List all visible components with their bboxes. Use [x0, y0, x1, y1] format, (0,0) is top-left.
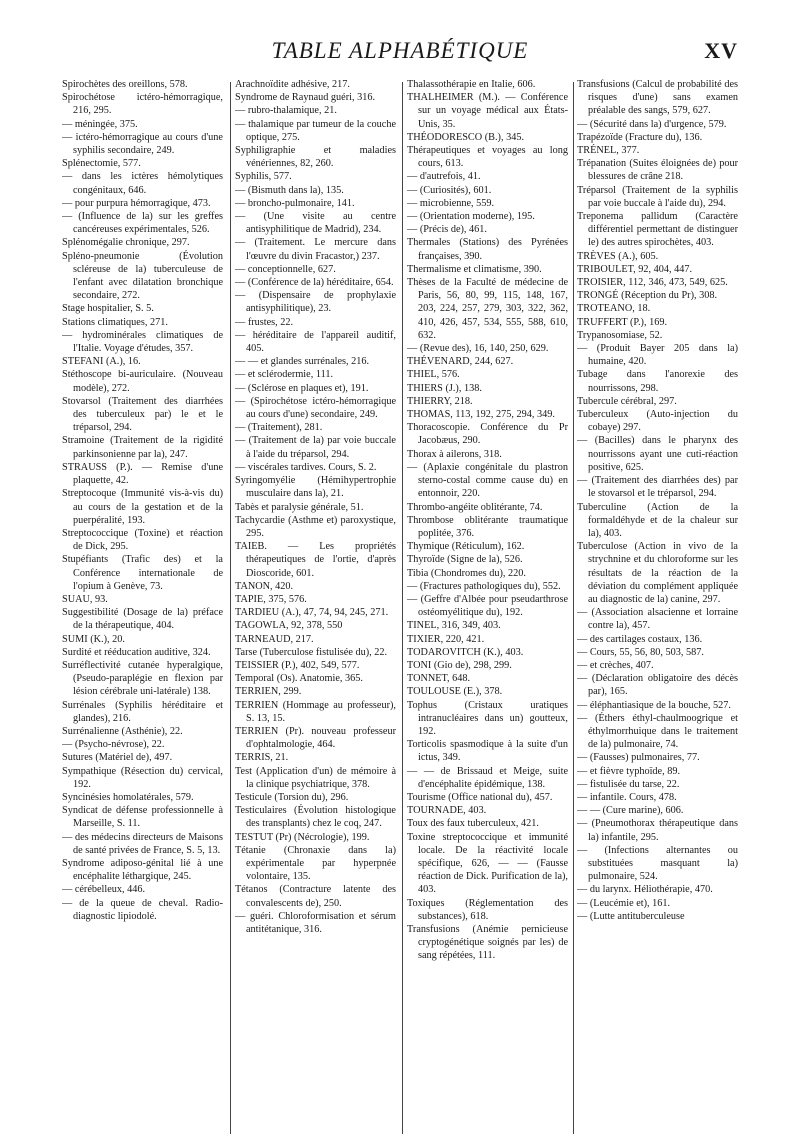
column-divider: [402, 82, 403, 1134]
index-entry: — (Leucémie et), 161.: [577, 897, 671, 909]
index-entry: TANON, 420.: [235, 580, 294, 592]
index-entry: — conceptionnelle, 627.: [235, 263, 336, 275]
index-entry: Surdité et rééducation auditive, 324.: [62, 646, 211, 658]
index-entry: Thoracoscopie. Conférence du Pr Jacobæus, 290.: [407, 422, 568, 447]
index-entry: TONNET, 648.: [407, 673, 471, 685]
index-entry: — éléphantiasique de la bouche, 527.: [577, 699, 731, 711]
index-entry: Stupéfiants (Trafic des) et la Conférence internationale de l'opium à Genève, 73.: [62, 554, 223, 592]
index-entry: Stations climatiques, 271.: [62, 316, 168, 328]
index-entry: TARNEAUD, 217.: [235, 633, 314, 645]
index-entry: — (Curiosités), 601.: [407, 184, 492, 196]
index-entry: — d'autrefois, 41.: [407, 171, 481, 183]
index-entry: Thrombose oblitérante traumatique poplitée, 376.: [407, 514, 568, 539]
index-entry: TERRIS, 21.: [235, 752, 289, 764]
index-entry: Stéthoscope bi-auriculaire. (Nouveau modèle), 272.: [62, 369, 223, 394]
index-entry: Tétanie (Chronaxie dans la) expérimentale par hyperpnée volontaire, 135.: [235, 844, 396, 883]
index-entry: — des médecins directeurs de Maisons de santé privées de France, S. 5, 13.: [62, 831, 223, 856]
index-entry: THÉVENARD, 244, 627.: [407, 356, 514, 368]
index-entry: — (Psycho-névrose), 22.: [62, 739, 165, 751]
index-entry: Tuberculose (Action in vivo de la strychnine et du chloroforme sur les résultats de la réaction de la déviation du complément appliquée au diagnostic de la) canine, 297.: [577, 541, 738, 605]
index-entry: Tachycardie (Asthme et) paroxystique, 295.: [235, 514, 396, 539]
index-entry: — (Aplaxie congénitale du plastron sterno-costal comme cause du) en entonnoir, 220.: [407, 461, 568, 500]
index-entry: Syphilis, 577.: [235, 171, 292, 183]
index-entry: Surréflectivité cutanée hyperalgique, (Pseudo-paraplégie en flexion par lésion cérébrale uni-latérale) 138.: [62, 659, 223, 698]
index-entry: Transfusions (Calcul de probabilité des risques d'une) sans examen préalable des sangs, 579, 627.: [577, 79, 738, 117]
index-entry: TAIEB. — Les propriétés thérapeutiques de l'ortie, d'après Dioscoride, 601.: [235, 541, 396, 579]
index-entry: THIERRY, 218.: [407, 395, 473, 407]
index-entry: Arachnoïdite adhésive, 217.: [235, 79, 350, 90]
page-title: TABLE ALPHABÉTIQUE: [271, 38, 529, 63]
index-entry: — microbienne, 559.: [407, 197, 495, 209]
index-entry: — (Fausses) pulmonaires, 77.: [577, 752, 700, 764]
index-entry: Trapézoïde (Fracture du), 136.: [577, 131, 703, 143]
index-entry: TARDIEU (A.), 47, 74, 94, 245, 271.: [235, 607, 389, 619]
index-entry: — (Déclaration obligatoire des décès par), 165.: [577, 673, 738, 698]
index-entry: — ictéro-hémorragique au cours d'une syphilis secondaire, 249.: [62, 131, 223, 157]
index-entry: — et crèches, 407.: [577, 659, 654, 671]
column-divider: [573, 82, 574, 1134]
index-entry: THOMAS, 113, 192, 275, 294, 349.: [407, 409, 555, 421]
index-entry: Surrénalienne (Asthénie), 22.: [62, 725, 183, 737]
index-entry: — (Association alsacienne et lorraine contre la), 457.: [577, 607, 738, 632]
index-entry: Syndrome de Raynaud guéri, 316.: [235, 92, 376, 104]
index-entry: Testicule (Torsion du), 296.: [235, 791, 349, 803]
index-entry: SUAU, 93.: [62, 593, 108, 605]
index-entry: Syndrome adiposo-génital lié à une encéphalite léthargique, 245.: [62, 857, 223, 883]
index-entry: — dans les ictères hémolytiques congénitaux, 646.: [62, 171, 223, 196]
index-entry: — (Pneumothorax thérapeutique dans la) infantile, 295.: [577, 818, 738, 843]
index-entry: — (Traitement de la) par voie buccale à l'aide du tréparsol, 294.: [235, 435, 396, 460]
index-column-3: [407, 78, 568, 1136]
index-entry: Syringomyélie (Hémihypertrophie musculaire dans la), 21.: [235, 475, 396, 500]
index-entry: Stage hospitalier, S. 5.: [62, 303, 154, 315]
index-entry: Tétanos (Contracture latente des convalescents de), 250.: [235, 884, 396, 909]
index-column-4: [577, 78, 738, 1136]
index-entry: Thalassothérapie en Italie, 606.: [407, 79, 536, 90]
index-entry: Trypanosomiase, 52.: [577, 329, 663, 341]
index-entry: — (Revue des), 16, 140, 250, 629.: [407, 343, 549, 355]
index-entry: Treponema pallidum (Caractère différentiel permettant de distinguer le) des autres spirochètes, 403.: [577, 211, 738, 249]
index-entry: — — et glandes surrénales, 216.: [235, 356, 370, 368]
index-entry: Temporal (Os). Anatomie, 365.: [235, 673, 363, 685]
index-entry: — (Geffre d'Albée pour pseudarthrose ostéomyélitique du), 192.: [407, 593, 568, 619]
page-number: XV: [704, 38, 738, 63]
index-entry: Splénectomie, 577.: [62, 158, 141, 170]
index-entry: — (Traitement des diarrhées des) par le stovarsol et le tréparsol, 294.: [577, 475, 738, 500]
index-column-2: [235, 78, 396, 1136]
index-entry: Surrénales (Syphilis héréditaire et glandes), 216.: [62, 699, 223, 724]
index-entry: — guéri. Chloroformisation et sérum antitétanique, 316.: [235, 910, 396, 935]
index-entry: STRAUSS (P.). — Remise d'une plaquette, 42.: [62, 461, 223, 487]
index-entry: Syncinésies homolatérales, 579.: [62, 791, 194, 803]
index-entry: — et fièvre typhoïde, 89.: [577, 765, 681, 777]
index-entry: — héréditaire de l'appareil auditif, 405.: [235, 329, 396, 355]
index-entry: TERRIEN (Pr). nouveau professeur d'ophtalmologie, 464.: [235, 725, 396, 751]
index-entry: — (Éthers éthyl-chaulmoogrique et éthylmorrhuique dans le traitement de la) pulmonaire, 74.: [577, 712, 738, 751]
index-entry: TRÉNEL, 377.: [577, 145, 640, 157]
index-entry: TERRIEN (Hommage au professeur), S. 13, 15.: [235, 699, 396, 724]
index-entry: Testiculaires (Évolution histologique des transplants) chez le coq, 247.: [235, 805, 396, 830]
index-entry: TIXIER, 220, 421.: [407, 633, 485, 645]
index-entry: Streptococcique (Toxine) et réaction de Dick, 295.: [62, 527, 223, 553]
index-columns: [62, 78, 738, 1136]
index-entry: — (Infections alternantes ou substituées masquant la) pulmonaire, 524.: [577, 844, 738, 883]
index-entry: — (Traitement. Le mercure dans l'œuvre du divin Fracastor,) 237.: [235, 237, 396, 262]
index-entry: TERRIEN, 299.: [235, 686, 302, 698]
index-entry: — broncho-pulmonaire, 141.: [235, 197, 355, 209]
index-column-1: [62, 78, 223, 1136]
index-entry: TRÈVES (A.), 605.: [577, 250, 659, 262]
index-entry: Thorax à ailerons, 318.: [407, 448, 502, 460]
index-entry: TEISSIER (P.), 402, 549, 577.: [235, 659, 360, 671]
index-entry: — hydrominérales climatiques de l'Italie. Voyage d'études, 357.: [62, 329, 223, 355]
index-entry: Spirochétose ictéro-hémorragique, 216, 295.: [62, 92, 223, 117]
index-entry: THIERS (J.), 138.: [407, 382, 482, 394]
index-entry: — (Sclérose en plaques et), 191.: [235, 382, 369, 394]
index-entry: Spléno-pneumonie (Évolution scléreuse de la) tuberculeuse de l'enfant avec dilatation bronchique secondaire, 272.: [62, 250, 223, 302]
index-entry: Tarse (Tuberculose fistulisée du), 22.: [235, 646, 388, 658]
index-entry: Toxine streptococcique et immunité locale. De la réactivité locale spécifique, 626, — — (Fausse réaction de Dick. Purification de la), 403.: [407, 831, 568, 896]
index-entry: — cérébelleux, 446.: [62, 884, 146, 896]
index-entry: THALHEIMER (M.). — Conférence sur un voyage médical aux États-Unis, 35.: [407, 92, 568, 130]
index-entry: THIEL, 576.: [407, 369, 460, 381]
index-entry: TROISIER, 112, 346, 473, 549, 625.: [577, 277, 728, 289]
index-entry: Splénomégalie chronique, 297.: [62, 237, 190, 249]
index-entry: — (Fractures pathologiques du), 552.: [407, 580, 561, 592]
index-entry: Sutures (Matériel de), 497.: [62, 752, 173, 764]
index-entry: — des cartilages costaux, 136.: [577, 633, 703, 645]
index-entry: — (Lutte antituberculeuse: [577, 910, 685, 922]
index-entry: THÉODORESCO (B.), 345.: [407, 131, 525, 143]
index-entry: — — (Cure marine), 606.: [577, 805, 684, 817]
index-entry: TOULOUSE (E.), 378.: [407, 686, 503, 698]
index-entry: — (Spirochétose ictéro-hémorragique au cours d'une) secondaire, 249.: [235, 395, 396, 421]
index-entry: — (Bacilles) dans le pharynx des nourrissons ayant une cuti-réaction positive, 625.: [577, 435, 738, 473]
index-entry: Spirochètes des oreillons, 578.: [62, 79, 188, 90]
index-entry: TRONGÉ (Réception du Pr), 308.: [577, 290, 718, 302]
index-entry: — — de Brissaud et Meige, suite d'encéphalite épidémique, 138.: [407, 765, 568, 790]
index-entry: TOURNADE, 403.: [407, 805, 487, 817]
index-entry: TRIBOULET, 92, 404, 447.: [577, 263, 693, 275]
index-entry: — (Bismuth dans la), 135.: [235, 184, 344, 196]
index-entry: Toux des faux tuberculeux, 421.: [407, 818, 539, 830]
index-entry: Syphiligraphie et maladies vénériennes, 82, 260.: [235, 145, 396, 170]
column-divider: [230, 82, 231, 1134]
index-entry: Thèses de la Faculté de médecine de Paris, 56, 80, 99, 115, 148, 167, 203, 224, 257, 279, 303, 322, 362, 410, 426, 457, 534, 555, 588, 610, 632.: [407, 277, 568, 341]
index-entry: Tuberculine (Action de la formaldéhyde et de la chaleur sur la), 403.: [577, 501, 738, 539]
index-entry: — (Traitement), 281.: [235, 422, 323, 434]
index-entry: — frustes, 22.: [235, 316, 294, 328]
index-entry: Tabès et paralysie générale, 51.: [235, 501, 364, 513]
index-entry: — fistulisée du tarse, 22.: [577, 778, 680, 790]
index-entry: Sympathique (Résection du) cervical, 192.: [62, 765, 223, 790]
index-entry: Toxiques (Réglementation des substances), 618.: [407, 897, 568, 922]
index-entry: Streptocoque (Immunité vis-à-vis du) au cours de la gestation et de la puerpéralité, 193.: [62, 488, 223, 526]
index-entry: TESTUT (Pr) (Nécrologie), 199.: [235, 831, 370, 843]
index-entry: TRUFFERT (P.), 169.: [577, 316, 668, 328]
index-entry: Thérapeutiques et voyages au long cours, 613.: [407, 145, 568, 170]
index-entry: — viscérales tardives. Cours, S. 2.: [235, 461, 377, 473]
index-entry: Suggestibilité (Dosage de la) préface de la thérapeutique, 404.: [62, 607, 223, 632]
index-entry: TAPIE, 375, 576.: [235, 593, 307, 605]
index-entry: — (Dispensaire de prophylaxie antisyphilitique), 23.: [235, 290, 396, 315]
index-entry: STEFANI (A.), 16.: [62, 356, 141, 368]
index-entry: — pour purpura hémorragique, 473.: [62, 197, 211, 209]
index-entry: Thermalisme et climatisme, 390.: [407, 263, 542, 275]
index-entry: Tophus (Cristaux uratiques intranucléaires dans un) goutteux, 192.: [407, 699, 568, 737]
index-entry: TINEL, 316, 349, 403.: [407, 620, 501, 632]
index-entry: — (Sécurité dans la) d'urgence, 579.: [577, 118, 727, 130]
index-entry: — infantile. Cours, 478.: [577, 791, 677, 803]
page-header: [62, 36, 738, 76]
index-entry: Thrombo-angéite oblitérante, 74.: [407, 501, 543, 513]
index-entry: Thyroïde (Signe de la), 526.: [407, 554, 523, 566]
index-entry: Syndicat de défense professionnelle à Marseille, S. 11.: [62, 805, 223, 830]
index-entry: Stovarsol (Traitement des diarrhées des tuberculeux par) le et le tréparsol, 294.: [62, 395, 223, 434]
index-entry: Stramoine (Traitement de la rigidité parkinsonienne par la), 247.: [62, 435, 223, 460]
index-entry: Tubercule cérébral, 297.: [577, 395, 677, 407]
index-entry: Tréparsol (Traitement de la syphilis par voie buccale à l'aide du), 294.: [577, 184, 738, 209]
index-entry: — (Précis de), 461.: [407, 224, 487, 236]
index-entry: — et sclérodermie, 111.: [235, 369, 334, 381]
index-entry: Tibia (Chondromes du), 220.: [407, 567, 526, 579]
index-entry: TODAROVITCH (K.), 403.: [407, 646, 524, 658]
index-entry: — (Orientation moderne), 195.: [407, 211, 535, 223]
index-entry: Transfusions (Anémie pernicieuse cryptogénétique soignés par les) de sang répétées, 111.: [407, 924, 568, 962]
index-entry: Thermales (Stations) des Pyrénées françaises, 390.: [407, 237, 568, 262]
index-entry: Torticolis spasmodique à la suite d'un ictus, 349.: [407, 739, 568, 764]
index-entry: — Cours, 55, 56, 80, 503, 587.: [577, 646, 704, 658]
index-entry: — rubro-thalamique, 21.: [235, 105, 337, 117]
index-entry: Tubage dans l'anorexie des nourrissons, 298.: [577, 369, 738, 394]
index-entry: Tourisme (Office national du), 457.: [407, 791, 553, 803]
index-entry: Test (Application d'un) de mémoire à la clinique psychiatrique, 378.: [235, 765, 396, 790]
index-entry: TONI (Gio de), 298, 299.: [407, 659, 512, 671]
index-entry: — de la queue de cheval. Radio-diagnostic lipiodolé.: [62, 897, 223, 922]
index-entry: SUMI (K.), 20.: [62, 633, 125, 645]
index-entry: — (Conférence de la) héréditaire, 654.: [235, 277, 394, 289]
index-entry: — (Influence de la) sur les greffes cancéreuses expérimentales, 526.: [62, 211, 223, 236]
index-entry: Thymique (Réticulum), 162.: [407, 541, 525, 553]
index-entry: — thalamique par tumeur de la couche optique, 275.: [235, 118, 396, 143]
index-entry: TROTEANO, 18.: [577, 303, 651, 315]
index-entry: — (Une visite au centre antisyphilitique de Madrid), 234.: [235, 211, 396, 236]
index-entry: Tuberculeux (Auto-injection du cobaye) 297.: [577, 409, 738, 434]
index-entry: — du larynx. Héliothérapie, 470.: [577, 884, 713, 896]
index-entry: Trépanation (Suites éloignées de) pour blessures de crâne 218.: [577, 158, 738, 183]
index-entry: — (Produit Bayer 205 dans la) humaine, 420.: [577, 343, 738, 368]
index-entry: TAGOWLA, 92, 378, 550: [235, 620, 343, 632]
index-entry: — méningée, 375.: [62, 118, 138, 130]
